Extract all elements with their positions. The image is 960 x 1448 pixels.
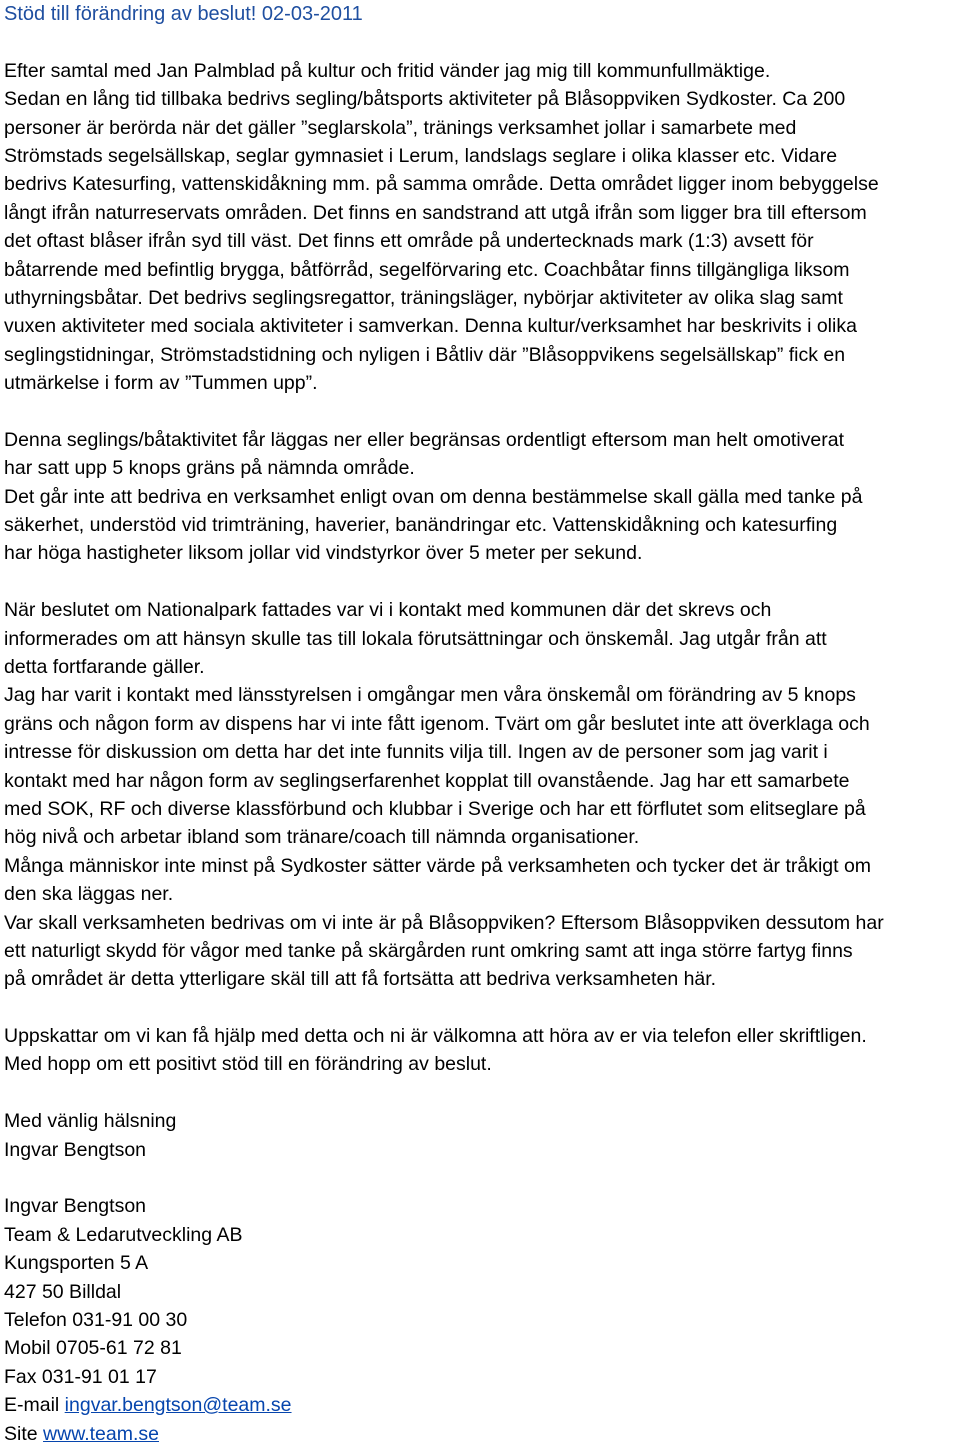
closing-name: Ingvar Bengtson: [4, 1138, 147, 1161]
text-line: informerades om att hänsyn skulle tas till lokala förutsättningar och önskemål. Jag utgår från att: [4, 627, 827, 650]
text-line: detta fortfarande gäller.: [4, 655, 205, 678]
text-line: Många människor inte minst på Sydkoster sätter värde på verksamheten och tycker det är tråkigt om: [4, 854, 872, 877]
text-line: När beslutet om Nationalpark fattades var vi i kontakt med kommunen där det skrevs och: [4, 599, 772, 622]
text-line: vuxen aktiviteter med sociala aktiviteter i samverkan. Denna kultur/verksamhet har beskrivits i olika: [4, 315, 857, 338]
site-link[interactable]: www.team.se: [43, 1422, 159, 1445]
closing: [4, 1107, 956, 1164]
email-link[interactable]: ingvar.bengtson@team.se: [64, 1394, 292, 1417]
spacer: [4, 994, 956, 1022]
text-line: långt ifrån naturreservats områden. Det finns en sandstrand att utgå ifrån som ligger bra till eftersom: [4, 201, 867, 224]
text-line: Det går inte att bedriva en verksamhet enligt ovan om denna bestämmelse skall gälla med tanke på: [4, 485, 863, 508]
closing-greeting: Med vänlig hälsning: [4, 1110, 177, 1133]
email-label: E-mail: [4, 1394, 65, 1417]
text-line: på området är detta ytterligare skäl till att få fortsätta att bedriva verksamheten här.: [4, 968, 717, 991]
signature-email-row: [4, 1391, 956, 1419]
signature-phone: Telefon 031-91 00 30: [4, 1308, 188, 1331]
signature-street: Kungsporten 5 A: [4, 1252, 149, 1275]
text-line: hög nivå och arbetar ibland som tränare/coach till nämnda organisationer.: [4, 826, 640, 849]
text-line: Efter samtal med Jan Palmblad på kultur och fritid vänder jag mig till kommunfullmäktige.: [4, 59, 771, 82]
signature-fax: Fax 031-91 01 17: [4, 1365, 157, 1388]
text-line: båtarrende med befintlig brygga, båtförråd, segelförvaring etc. Coachbåtar finns tillgängliga liksom: [4, 258, 850, 281]
text-line: kontakt med har någon form av seglingserfarenhet kopplat till ovanstående. Jag har ett samarbete: [4, 769, 850, 792]
site-label: Site: [4, 1422, 44, 1445]
paragraph-2: [4, 426, 956, 568]
document-title: Stöd till förändring av beslut! 02-03-2011: [4, 3, 363, 25]
text-line: intresse för diskussion om detta har det inte funnits vilja till. Ingen av de personer som jag varit i: [4, 741, 828, 764]
signature-mobile: Mobil 0705-61 72 81: [4, 1337, 182, 1360]
text-line: med SOK, RF och diverse klassförbund och klubbar i Sverige och har ett förflutet som elitseglare på: [4, 797, 866, 820]
text-line: Med hopp om ett positivt stöd till en förändring av beslut.: [4, 1053, 492, 1076]
signature-company: Team & Ledarutveckling AB: [4, 1223, 243, 1246]
text-line: Var skall verksamheten bedrivas om vi inte är på Blåsoppviken? Eftersom Blåsoppviken dessutom har: [4, 911, 884, 934]
text-line: har höga hastigheter liksom jollar vid vindstyrkor över 5 meter per sekund.: [4, 542, 643, 565]
text-line: den ska läggas ner.: [4, 883, 174, 906]
spacer: [4, 568, 956, 596]
spacer: [4, 1079, 956, 1107]
text-line: Sedan en lång tid tillbaka bedrivs segling/båtsports aktiviteter på Blåsoppviken Sydkoster. Ca 200: [4, 88, 846, 111]
text-line: det oftast blåser ifrån syd till väst. Det finns ett område på undertecknads mark (1:3) avsett för: [4, 230, 814, 253]
text-line: Uppskattar om vi kan få hjälp med detta och ni är välkomna att höra av er via telefon eller skriftligen.: [4, 1025, 867, 1048]
text-line: Denna seglings/båtaktivitet får läggas ner eller begränsas ordentligt eftersom man helt omotiverat: [4, 428, 845, 451]
paragraph-4: [4, 1022, 956, 1079]
text-line: uthyrningsbåtar. Det bedrivs seglingsregattor, träningsläger, nybörjar aktiviteter av olika slag samt: [4, 286, 843, 309]
signature-postal: 427 50 Billdal: [4, 1280, 122, 1303]
text-line: har satt upp 5 knops gräns på nämnda område.: [4, 457, 415, 480]
text-line: seglingstidningar, Strömstadstidning och nyligen i Båtliv där ”Blåsoppvikens segelsällskap” fick en: [4, 343, 846, 366]
text-line: gräns och någon form av dispens har vi inte fått igenom. Tvärt om går beslutet inte att överklaga och: [4, 712, 870, 735]
signature-site-row: [4, 1420, 956, 1448]
text-line: utmärkelse i form av ”Tummen upp”.: [4, 372, 318, 395]
spacer: [4, 1164, 956, 1192]
paragraph-1: [4, 57, 956, 398]
text-line: säkerhet, understöd vid trimträning, haverier, banändringar etc. Vattenskidåkning och katesurfing: [4, 514, 838, 537]
spacer: [4, 28, 956, 56]
signature-block: [4, 1192, 956, 1448]
text-line: ett naturligt skydd för vågor med tanke på skärgården runt omkring samt att inga större fartyg finns: [4, 939, 853, 962]
paragraph-3: [4, 596, 956, 993]
text-line: Strömstads segelsällskap, seglar gymnasiet i Lerum, landslags seglare i olika klasser etc. Vidare: [4, 144, 838, 167]
text-line: Jag har varit i kontakt med länsstyrelsen i omgångar men våra önskemål om förändring av 5 knops: [4, 684, 856, 707]
signature-name: Ingvar Bengtson: [4, 1195, 147, 1218]
spacer: [4, 397, 956, 425]
text-line: bedrivs Katesurfing, vattenskidåkning mm. på samma område. Detta området ligger inom bebyggelse: [4, 173, 879, 196]
text-line: personer är berörda när det gäller ”seglarskola”, tränings verksamhet jollar i samarbete med: [4, 116, 797, 139]
